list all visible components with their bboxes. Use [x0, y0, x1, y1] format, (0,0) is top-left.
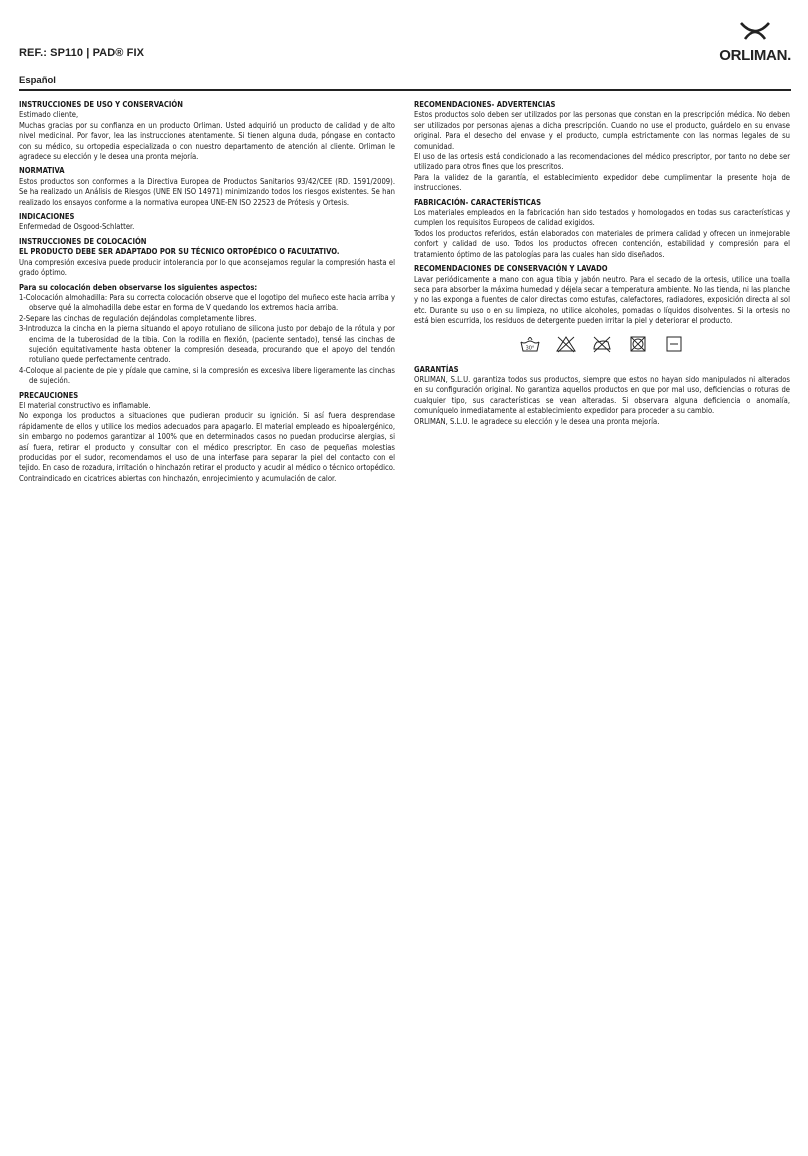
section-heading: PRECAUCIONES: [19, 390, 79, 400]
instruction-step: 2-Separe las cinchas de regulación dejándolas completamente libres.: [19, 313, 257, 323]
orliman-logo-mark-icon: [737, 21, 773, 41]
section-heading: INSTRUCCIONES DE COLOCACIÓN: [19, 236, 147, 246]
section-heading: EL PRODUCTO DEBE SER ADAPTADO POR SU TÉCNICO ORTOPÉDICO O FACULTATIVO.: [19, 247, 340, 257]
no-iron-icon: [591, 335, 613, 353]
paragraph: Lavar periódicamente a mano con agua tibia y jabón neutro. Para el secado de la ortesis, utilice una toalla seca para absorber la máxima humedad y déjela secar a temperatura ambiente. No las tienda, ni las planche y no las exponga a fuentes de calor directas como estufas, calefactores, radiadores, exposición directa al sol etc. Durante su uso o en su limpieza, no utilice alcoholes, pomadas o líquidos disolventes. Si la ortesis no está bien escurrida, los residuos de detergente pueden irritar la piel y deteriorar el producto.: [414, 274, 790, 326]
header-divider: [19, 89, 791, 91]
section-heading: NORMATIVA: [19, 166, 65, 176]
section-heading: GARANTÍAS: [414, 364, 459, 374]
left-column: [19, 100, 395, 484]
language-label: Español: [19, 75, 56, 86]
paragraph: Los materiales empleados en la fabricación han sido testados y homologados en todas sus características y cumplen los requisitos Europeos de calidad exigidos.: [414, 208, 790, 228]
instruction-step: 4-Coloque al paciente de pie y pídale que camine, si la compresión es excesiva libere ligeramente las cinchas de sujeción.: [19, 365, 395, 386]
right-column: [414, 100, 790, 427]
orliman-logo: [711, 21, 791, 69]
paragraph: Muchas gracias por su confianza en un producto Orliman. Usted adquirió un producto de calidad y de alto nivel medicinal. Por favor, lea las instrucciones atentamente. Si tienen alguna duda, póngase en contacto con su médico, su ortopedia especializada o con nuestro departamento de atención al cliente. Orliman le agradece su elección y le desea una pronta mejoría.: [19, 120, 395, 162]
paragraph: El uso de las ortesis está condicionado a las recomendaciones del médico prescriptor, por tanto no debe ser utilizado para otros fines que los prescritos.: [414, 152, 790, 172]
section-heading: FABRICACIÓN- CARACTERÍSTICAS: [414, 197, 542, 207]
no-tumble-dry-icon: [627, 335, 649, 353]
paragraph: Estos productos solo deben ser utilizados por las personas que constan en la prescripción médica. No deben ser utilizados por personas ajenas a dicha prescripción. Cuando no use el producto, guárdelo en su envase original. Para el desecho del envase y el producto, cumpla estrictamente con las normas legales de su comunidad.: [414, 110, 790, 151]
section-heading: INDICACIONES: [19, 212, 75, 222]
section-heading: RECOMENDACIONES DE CONSERVACIÓN Y LAVADO: [414, 264, 608, 274]
paragraph: Una compresión excesiva puede producir intolerancia por lo que aconsejamos regular la compresión hasta el grado óptimo.: [19, 257, 395, 278]
paragraph: No exponga los productos a situaciones que pudieran producir su ignición. Si así fuera desprendase rápidamente de ellos y utilice los medios adecuados para apagarlo. El material empleado es hipoalergénico, sin embargo no podemos garantizar al 100% que en determinados casos no puedan producirse alergias, si así fuera, retirar el producto y consultar con el médico prescriptor. En caso de pequeñas molestias producidas por el sudor, recomendamos el uso de una interfase para separar la piel del contacto con el tejido. En caso de rozadura, irritación o hinchazón retirar el producto y acudir al médico o técnico ortopédico. Contraindicado en cicatrices abiertas con hinchazón, enrojecimiento y acumulación de calor.: [19, 411, 395, 483]
reference-code: REF.: SP110 | PAD® FIX: [19, 47, 145, 59]
instruction-step: 1-Colocación almohadilla: Para su correcta colocación observe que el logotipo del muñeco este hacia arriba y observe qué la almohadilla debe estar en forma de V quedando los extremos hacia arriba.: [19, 292, 395, 313]
dry-flat-icon: [663, 335, 685, 353]
care-symbols: [414, 335, 790, 353]
instruction-step: 3-Introduzca la cincha en la pierna situando el apoyo rotuliano de silicona justo por debajo de la rótula y por encima de la tuberosidad de la tibia. Con la rodilla en flexión, (paciente sentado), tensé las cinchas de sujeción equitativamente hasta obtener la compresión deseada, procurando que el apoyo del tendón rotuliano quede perfectamente centrado.: [19, 324, 395, 365]
paragraph: Estimado cliente,: [19, 110, 79, 120]
paragraph: Enfermedad de Osgood-Schlatter.: [19, 222, 135, 232]
paragraph: Todos los productos referidos, están elaborados con materiales de primera calidad y ofrecen un inmejorable confort y calidad de uso. Todos los productos ofrecen contención, estabilidad y compresión para el tratamiento óptimo de las patologías para las cuales han sido diseñados.: [414, 228, 790, 259]
section-heading: Para su colocación deben observarse los siguientes aspectos:: [19, 282, 258, 292]
paragraph: El material constructivo es inflamable.: [19, 400, 151, 410]
header: [19, 40, 791, 80]
paragraph: ORLIMAN, S.L.U. garantiza todos sus productos, siempre que estos no hayan sido manipulados ni alterados en su configuración original. No garantiza aquellos productos en que por mal uso, deficiencias o roturas de cualquier tipo, sus características se vean alteradas. Si observara alguna deficiencia o anomalía, comuníquelo inmediatamente al establecimiento expedidor para proceder a su cambio.: [414, 374, 790, 416]
section-heading: INSTRUCCIONES DE USO Y CONSERVACIÓN: [19, 100, 183, 109]
paragraph: Para la validez de la garantía, el establecimiento expedidor debe cumplimentar la presente hoja de instrucciones.: [414, 172, 790, 193]
no-bleach-icon: [555, 335, 577, 353]
paragraph: ORLIMAN, S.L.U. le agradece su elección y le desea una pronta mejoría.: [414, 416, 660, 426]
svg-text:30°: 30°: [525, 345, 535, 352]
hand-wash-30-icon: [519, 335, 541, 353]
brand-name: ORLIMAN.: [719, 47, 791, 64]
paragraph: Estos productos son conformes a la Directiva Europea de Productos Sanitarios 93/42/CEE (RD. 1591/2009). Se ha realizado un Análisis de Riesgos (UNE EN ISO 14971) minimizando todos los riesgos existentes. Se han realizado los ensayos conforme a la normativa europea UNE-EN ISO 22523 de Prótesis y Ortesis.: [19, 176, 395, 207]
section-heading: RECOMENDACIONES- ADVERTENCIAS: [414, 100, 556, 109]
